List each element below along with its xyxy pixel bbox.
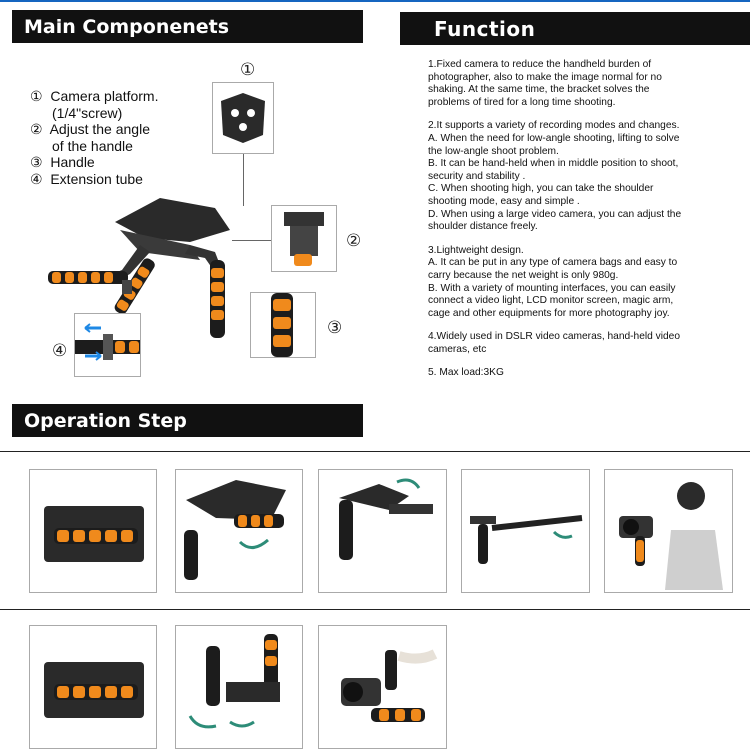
detail-handle: [250, 292, 316, 358]
function-point-5: [428, 367, 740, 380]
function-point-3-line-2: A. It can be put in any type of camera bags and easy to: [428, 257, 678, 269]
step-6-folded-rig-image: [30, 626, 156, 748]
function-point-2-line-3: the low-angle shoot problem.: [428, 145, 559, 157]
function-point-2: [428, 120, 740, 233]
header-function-label: Function: [434, 16, 536, 41]
operation-step-4: [461, 469, 590, 593]
shoulder-rig-illustration: [40, 190, 260, 340]
function-point-3-line-3: carry because the net weight is only 980g.: [428, 269, 619, 281]
function-point-2-line-6: C. When shooting high, you can take the shoulder: [428, 183, 654, 195]
function-point-1: [428, 59, 740, 109]
operation-row-2-top-rule: [0, 609, 750, 610]
angle-adjust-detail-image: [272, 206, 336, 271]
function-point-2-line-8: D. When using a large video camera, you can adjust the: [428, 208, 682, 220]
detail-extension-tube: [74, 313, 141, 377]
operation-row-1-top-rule: [0, 451, 750, 452]
step-8-handheld-camera-image: [319, 626, 446, 748]
handle-detail-image: [251, 293, 315, 357]
component-2: [30, 121, 220, 138]
component-3-number: ③: [30, 154, 43, 170]
detail-angle-adjust: [271, 205, 337, 272]
step-4-extended-rig-image: [462, 470, 589, 592]
callout-2-number: ②: [346, 231, 362, 250]
step-5-user-with-rig-image: [605, 470, 732, 592]
component-list: [30, 88, 220, 187]
operation-step-5: [604, 469, 733, 593]
step-7-handles-up-image: [176, 626, 302, 748]
header-main-components: [12, 10, 363, 43]
operation-step-7: [175, 625, 303, 749]
callout-3-number: ③: [327, 318, 343, 337]
operation-step-3: [318, 469, 447, 593]
component-1-line-2: (1/4"screw): [52, 104, 123, 121]
function-point-2-line-4: B. It can be hand-held when in middle position to shoot,: [428, 158, 679, 170]
step-2-unfold-image: [176, 470, 302, 592]
function-point-2-line-7: shooting mode, easy and simple .: [428, 195, 580, 207]
component-3: [30, 154, 220, 171]
operation-step-6: [29, 625, 157, 749]
component-1-line-1: Camera platform.: [50, 88, 159, 104]
function-point-3-line-6: cage and other equipments for more photography joy.: [428, 307, 670, 319]
function-point-3: [428, 245, 740, 321]
function-point-1-line-1: 1.Fixed camera to reduce the handheld burden of: [428, 59, 652, 70]
function-point-2-line-9: shoulder distance freely.: [428, 221, 538, 233]
function-point-3-line-1: 3.Lightweight design.: [428, 244, 524, 256]
function-point-3-line-5: connect a video light, LCD monitor screen, magic arm,: [428, 295, 674, 307]
function-point-2-line-2: A. When the need for low-angle shooting, lifting to solve: [428, 132, 680, 144]
top-accent-line: [0, 0, 750, 2]
step-1-folded-rig-image: [30, 470, 156, 592]
function-point-3-line-4: B. With a variety of mounting interfaces, you can easily: [428, 282, 676, 294]
component-1-number: ①: [30, 88, 43, 104]
detail-camera-platform: [212, 82, 274, 154]
component-4-number: ④: [30, 170, 43, 187]
function-point-2-line-5: security and stability .: [428, 170, 526, 182]
header-main-components-label: Main Componenets: [24, 15, 230, 38]
function-point-1-line-2: photographer, also to make the image normal for no: [428, 71, 662, 83]
function-point-4: [428, 331, 740, 356]
operation-step-2: [175, 469, 303, 593]
callout-4-number: ④: [52, 341, 68, 360]
header-operation-step-label: Operation Step: [24, 409, 187, 432]
function-point-2-line-1: 2.It supports a variety of recording modes and changes.: [428, 120, 680, 132]
callout-2-connector: [232, 240, 271, 241]
component-2-number: ②: [30, 121, 43, 137]
component-4-line-1: Extension tube: [50, 170, 143, 187]
operation-step-1: [29, 469, 157, 593]
header-operation-step: [12, 404, 363, 437]
function-point-4-line-1: 4.Widely used in DSLR video cameras, hand-held video: [428, 331, 680, 343]
extension-tube-detail-image: [75, 314, 140, 376]
function-point-1-line-3: shaking. At the same time, the bracket solves the: [428, 84, 650, 96]
callout-1-connector: [243, 154, 244, 206]
callout-1-number: ①: [240, 60, 256, 79]
function-point-5-line-1: 5. Max load:3KG: [428, 367, 504, 379]
component-2-line-2: of the handle: [52, 137, 133, 154]
header-function: [400, 12, 750, 45]
function-point-4-line-2: cameras, etc: [428, 343, 487, 355]
component-1: [30, 88, 220, 105]
function-text: [428, 59, 740, 391]
camera-platform-detail-image: [213, 83, 273, 153]
step-3-arm-rotate-image: [319, 470, 446, 592]
component-3-line-1: Handle: [50, 154, 95, 170]
component-2-line-1: Adjust the angle: [49, 121, 150, 137]
operation-step-8: [318, 625, 447, 749]
function-point-1-line-4: problems of tired for a long time shooting.: [428, 96, 616, 108]
component-4: [30, 171, 220, 188]
